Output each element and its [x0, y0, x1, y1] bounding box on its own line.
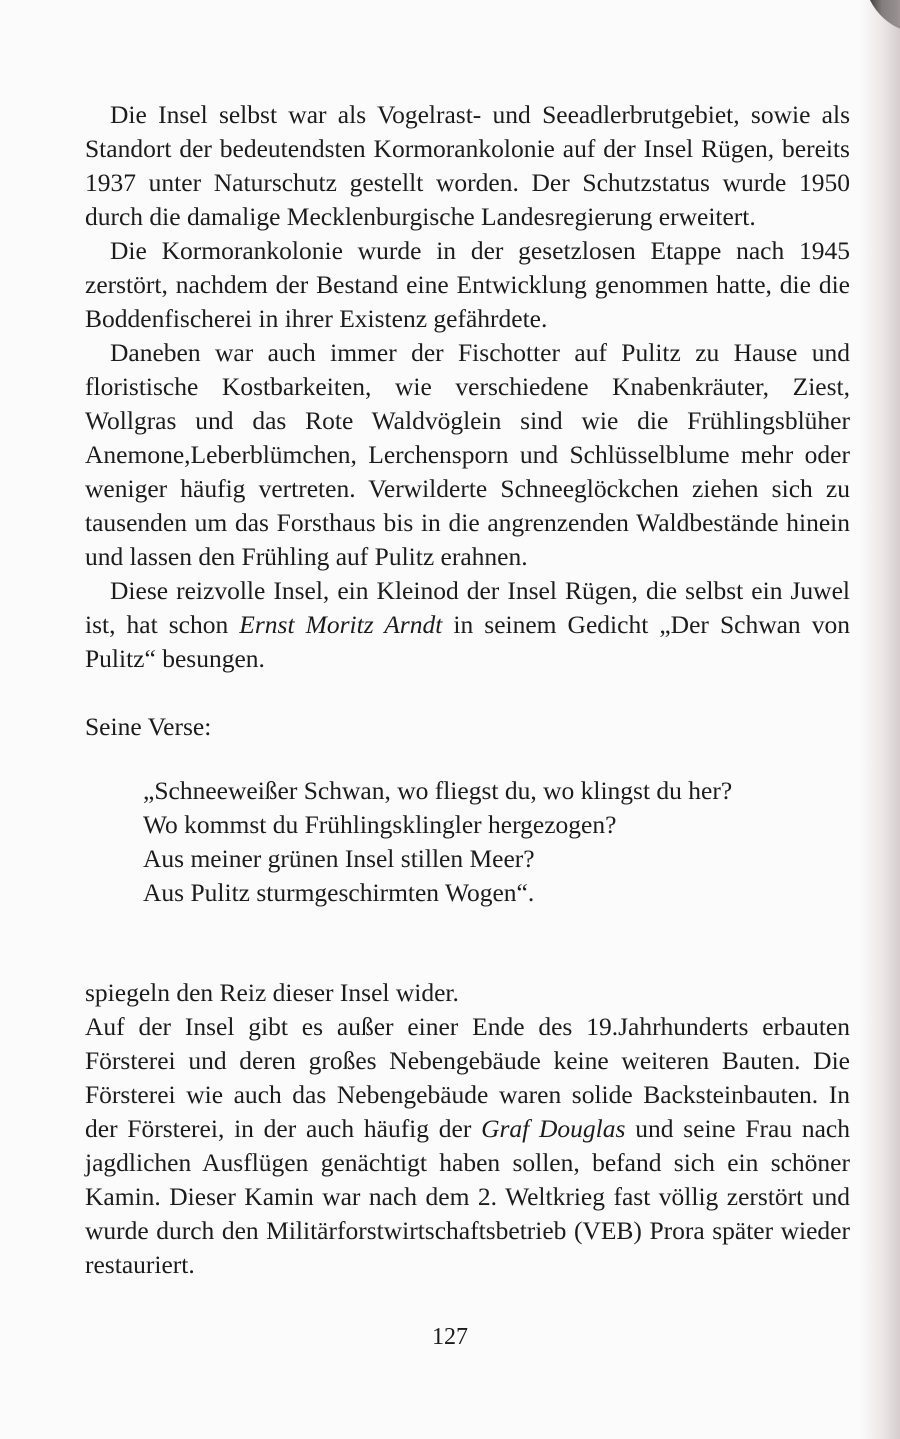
- buildings-text-before: Auf der Insel gibt es außer einer Ende des 19.Jahrhunderts erbauten Försterei und deren großes Nebengebäude keine weiteren Bauten. Die Försterei wie auch das Nebengebäude waren solide Backsteinbauten. In der Försterei, in der auch häufig der: [85, 1012, 850, 1143]
- paragraph-nature-protection: Die Insel selbst war als Vogelrast- und Seeadlerbrutgebiet, sowie als Standort der bedeutendsten Kormorankolonie auf der Insel Rügen, bereits 1937 unter Naturschutz gestellt worden. Der Schutzstatus wurde 1950 durch die damalige Mecklenburgische Landesregierung erweitert.: [85, 100, 850, 231]
- paragraph-cormorant-colony: Die Kormorankolonie wurde in der gesetzlosen Etappe nach 1945 zerstört, nachdem der Bestand eine Entwicklung genommen hatte, die die Boddenfischerei in ihrer Existenz gefährdete.: [85, 236, 850, 333]
- verse-line: Wo kommst du Frühlingsklingler hergezogen?: [143, 810, 617, 839]
- page-number: 127: [432, 1324, 468, 1350]
- paragraph-arndt: [85, 574, 850, 676]
- page-corner-shadow: [856, 0, 900, 35]
- author-name: Ernst Moritz Arndt: [239, 610, 443, 639]
- verse-line: Aus meiner grünen Insel stillen Meer?: [143, 844, 535, 873]
- verse-line: „Schneeweißer Schwan, wo fliegst du, wo klingst du her?: [143, 776, 733, 805]
- arndt-text-before: Diese reizvolle Insel, ein Kleinod der Insel Rügen, die selbst ein Juwel ist, hat schon: [85, 576, 850, 639]
- arndt-text-after: in seinem Gedicht „Der Schwan von Pulitz“ besungen.: [85, 610, 850, 673]
- poem-verse: [85, 774, 850, 910]
- graf-douglas-name: Graf Douglas: [481, 1114, 626, 1143]
- paragraph-after-verse: spiegeln den Reiz dieser Insel wider.: [85, 978, 459, 1007]
- buildings-text-after: und seine Frau nach jagdlichen Ausflügen genächtigt haben sollen, befand sich ein schöner Kamin. Dieser Kamin war nach dem 2. Weltkrieg fast völlig zerstört und wurde durch den Militärforstwirtschaftsbetrieb (VEB) Prora später wieder restauriert.: [85, 1114, 850, 1279]
- paragraph-flora-fauna: Daneben war auch immer der Fischotter auf Pulitz zu Hause und floristische Kostbarkeiten, wie verschiedene Knabenkräuter, Ziest, Wollgras und das Rote Waldvöglein sind wie die Frühlingsblüher Anemone,Leberblümchen, Lerchensporn und Schlüsselblume mehr oder weniger häufig vertreten. Verwilderte Schneeglöckchen ziehen sich zu tausenden um das Forsthaus bis in die angrenzenden Waldbestände hinein und lassen den Frühling auf Pulitz erahnen.: [85, 338, 850, 571]
- binding-shadow: [860, 0, 900, 1439]
- verse-line: Aus Pulitz sturmgeschirmten Wogen“.: [143, 878, 535, 907]
- verse-intro: Seine Verse:: [85, 712, 212, 741]
- paragraph-buildings: [85, 1010, 850, 1282]
- page-body: [85, 0, 850, 1282]
